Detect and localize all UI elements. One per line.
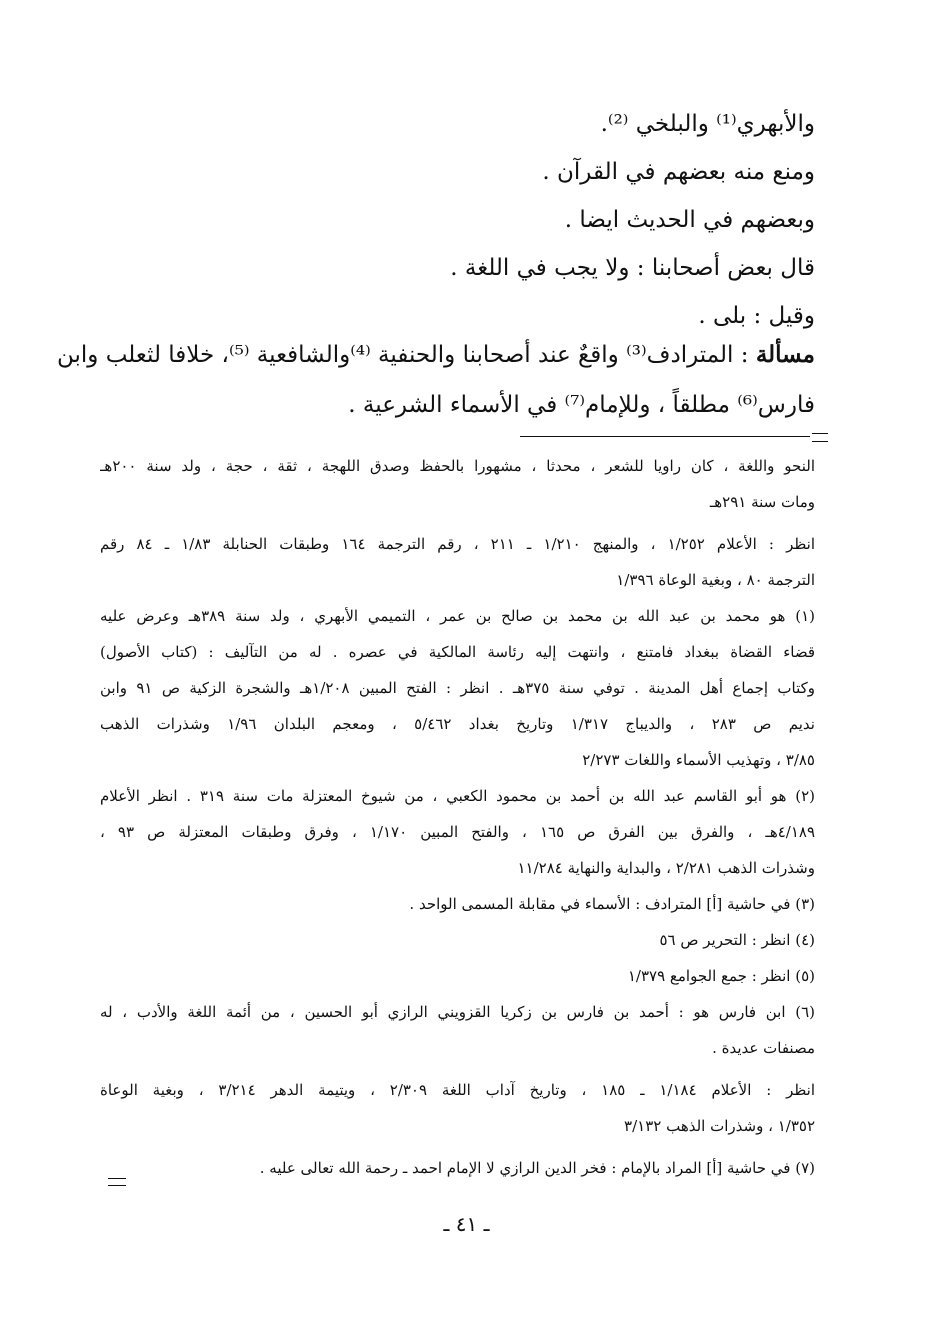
footnote-line: انظر : الأعلام ١/١٨٤ ـ ١٨٥ ، وتاريخ آداب اللغة ٢/٣٠٩ ، ويتيمة الدهر ٣/٢١٤ ، وبغية الوعاة — [100, 1081, 815, 1099]
footnote-separator — [520, 436, 810, 437]
footnote-line: وشذرات الذهب ٢/٢٨١ ، والبداية والنهاية ١١/٢٨٤ — [517, 859, 815, 877]
main-text — [115, 100, 815, 340]
main-line: وبعضهم في الحديث ايضا . — [564, 207, 815, 233]
page-number: ـ ٤١ ـ — [443, 1212, 490, 1236]
end-mark — [108, 1178, 126, 1186]
masala-line-1 — [57, 340, 815, 370]
continuation-mark — [812, 433, 828, 442]
main-line: ومنع منه بعضهم في القرآن . — [542, 159, 815, 185]
footnote-line: ٣/٨٥ ، وتهذيب الأسماء واللغات ٢/٢٧٣ — [582, 751, 815, 769]
footnote-line: قضاء القضاة ببغداد فامتنع ، وانتهت إليه رئاسة المالكية في عصره . له من التآليف : (كتاب الأصول) — [100, 643, 815, 661]
masala-paragraph — [57, 340, 815, 420]
footnote-line: (٢) هو أبو القاسم عبد الله بن أحمد بن محمود الكعبي ، من شيوخ المعتزلة مات سنة ٣١٩ . انظر الأعلام — [100, 787, 815, 805]
footnote-line: ٤/١٨٩هـ ، والفرق بين الفرق ص ١٦٥ ، والفتح المبين ١/١٧٠ ، وفرق وطبقات المعتزلة ص ٩٣ ، — [100, 823, 815, 841]
footnote-line: (٦) ابن فارس هو : أحمد بن فارس بن زكريا القزويني الرازي أبو الحسين ، من أئمة اللغة والأدب ، له — [100, 1003, 815, 1021]
footnote-line: ١/٣٥٢ ، وشذرات الذهب ٣/١٣٢ — [624, 1117, 815, 1135]
footnote-line: وكتاب إجماع أهل المدينة . توفي سنة ٣٧٥هـ . انظر : الفتح المبين ١/٢٠٨هـ والشجرة الزكية ص ٩١ وابن — [100, 679, 815, 697]
masala-text: : المترادف⁽³⁾ واقعٌ عند أصحابنا والحنفية ⁽⁴⁾والشافعية ⁽⁵⁾، خلافا لثعلب وابن — [57, 342, 756, 368]
footnote-line: نديم ص ٢٨٣ ، والديباج ١/٣١٧ وتاريخ بغداد ٥/٤٦٢ ، ومعجم البلدان ١/٩٦ وشذرات الذهب — [100, 715, 815, 733]
footnote-line: (٣) في حاشية [أ] المترادف : الأسماء في مقابلة المسمى الواحد . — [409, 895, 815, 913]
footnote-line: انظر : الأعلام ١/٢٥٢ ، والمنهج ١/٢١٠ ـ ٢١١ ، رقم الترجمة ١٦٤ وطبقات الحنابلة ١/٨٣ ـ ٨٤ رقم — [100, 535, 815, 553]
footnote-line: (٧) في حاشية [أ] المراد بالإمام : فخر الدين الرازي لا الإمام احمد ـ رحمة الله تعالى عليه . — [259, 1159, 815, 1177]
main-line: قال بعض أصحابنا : ولا يجب في اللغة . — [450, 255, 815, 281]
footnote-line: (١) هو محمد بن عبد الله بن محمد بن صالح بن عمر ، التميمي الأبهري ، ولد سنة ٣٨٩هـ وعرض عليه — [100, 607, 815, 625]
footnote-line: (٤) انظر : التحرير ص ٥٦ — [659, 931, 815, 949]
main-line: وقيل : بلى . — [698, 303, 815, 329]
footnote-line: ومات سنة ٢٩١هـ — [709, 493, 815, 511]
masala-label: مسألة — [755, 341, 815, 368]
masala-line-2: فارس⁽⁶⁾ مطلقاً ، وللإمام⁽⁷⁾ في الأسماء الشرعية . — [348, 392, 815, 418]
footnotes — [100, 448, 815, 1186]
footnote-line: الترجمة ٨٠ ، وبغية الوعاة ١/٣٩٦ — [616, 571, 815, 589]
main-line: والأبهري⁽¹⁾ والبلخي ⁽²⁾. — [600, 111, 815, 137]
footnote-line: (٥) انظر : جمع الجوامع ١/٣٧٩ — [627, 967, 815, 985]
footnote-line: مصنفات عديدة . — [712, 1039, 815, 1057]
footnote-line: النحو واللغة ، كان راويا للشعر ، محدثا ، مشهورا بالحفظ وصدق اللهجة ، ثقة ، حجة ، ولد سنة ٢٠٠هـ — [100, 457, 815, 475]
